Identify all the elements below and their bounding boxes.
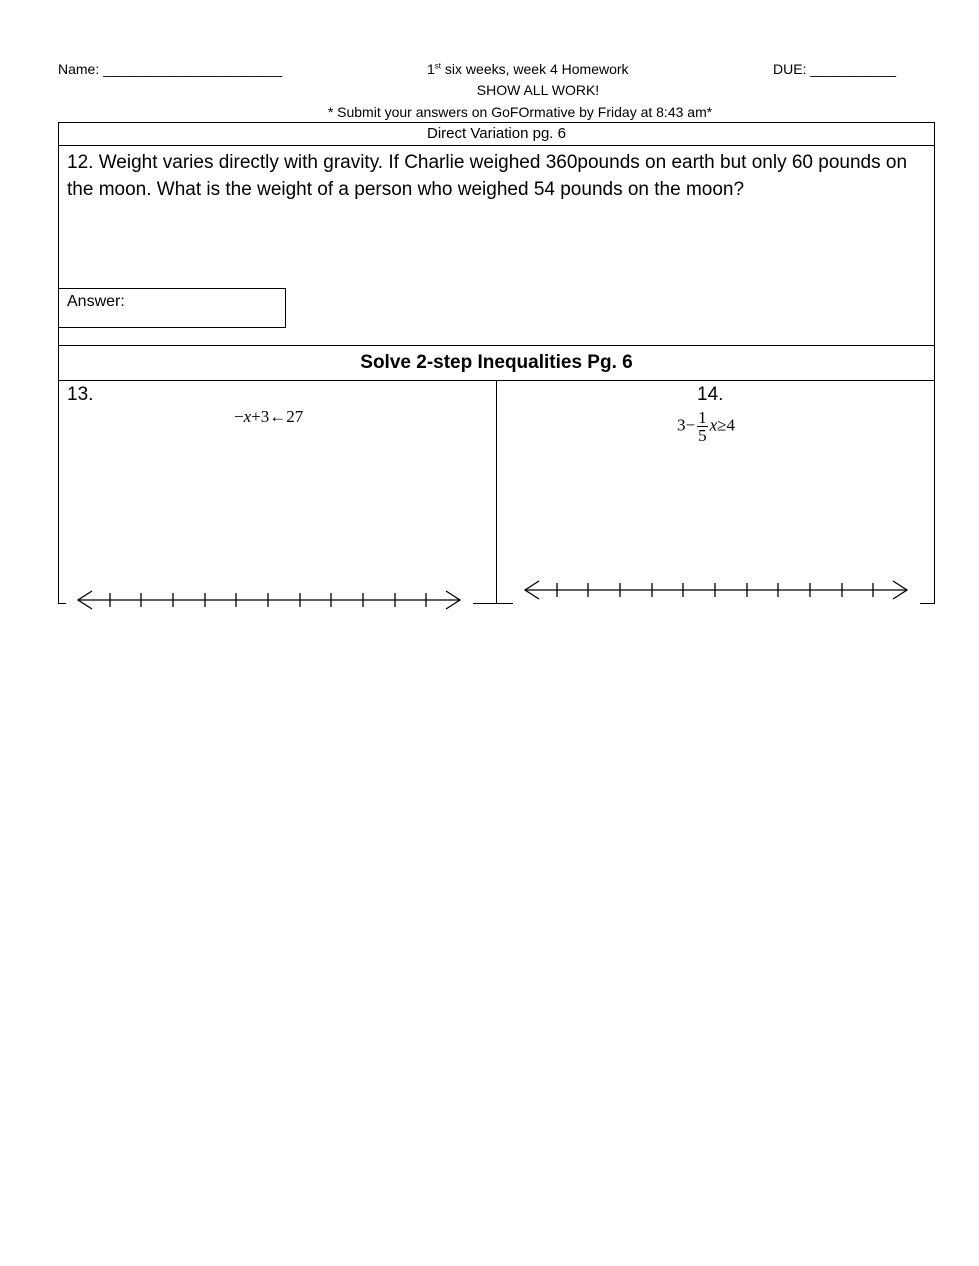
- problem-14-number: 14.: [697, 384, 724, 405]
- inequality-rest: +3←27: [251, 407, 304, 426]
- problem-12-text: 12. Weight varies directly with gravity. If Charlie weighed 360pounds on earth but only 60 pounds on the moon. What is the weight of a person who weighed 54 pounds on the moon?: [67, 152, 908, 200]
- submit-note: * Submit your answers on GoFOrmative by Friday at 8:43 am*: [327, 104, 713, 120]
- problem-13-number: 13.: [67, 384, 94, 405]
- assignment-title: [427, 61, 629, 77]
- show-all-work-note: SHOW ALL WORK!: [476, 82, 600, 98]
- title-prefix: 1: [427, 61, 435, 77]
- number-line-14[interactable]: [517, 576, 917, 604]
- problem-12-cell: [58, 145, 935, 346]
- cell-bottom-stub-middle: [473, 603, 513, 604]
- cell-13-bottom-stub-left: [58, 603, 66, 604]
- answer-box[interactable]: [58, 288, 286, 328]
- fraction-numerator: 1: [698, 408, 707, 427]
- variable-x: x: [709, 415, 718, 435]
- name-field-label: Name: _______________________: [58, 61, 283, 77]
- inequalities-title: Solve 2-step Inequalities Pg. 6: [360, 352, 633, 373]
- inequalities-header: [58, 345, 935, 381]
- fraction: [697, 409, 708, 444]
- cell-divider: [496, 380, 497, 604]
- problem-13-inequality: [234, 407, 303, 427]
- problem-14-inequality: [677, 409, 735, 444]
- due-date-label: DUE: ___________: [773, 61, 896, 77]
- cell-13-left-border: [58, 380, 59, 604]
- title-superscript: st: [434, 61, 442, 71]
- cell-14-right-border: [934, 380, 935, 604]
- inequality-rest: ≥4: [717, 415, 735, 435]
- fraction-denominator: 5: [698, 426, 707, 445]
- cell-14-bottom-stub-right: [920, 603, 935, 604]
- direct-variation-header: [58, 122, 935, 146]
- minus-sign: −: [234, 407, 244, 426]
- leading-term: 3−: [677, 415, 696, 435]
- title-rest: six weeks, week 4 Homework: [441, 61, 629, 77]
- direct-variation-title: Direct Variation pg. 6: [427, 125, 566, 142]
- answer-label: Answer:: [67, 293, 125, 310]
- number-line-13[interactable]: [70, 586, 470, 614]
- variable-x: x: [243, 407, 252, 426]
